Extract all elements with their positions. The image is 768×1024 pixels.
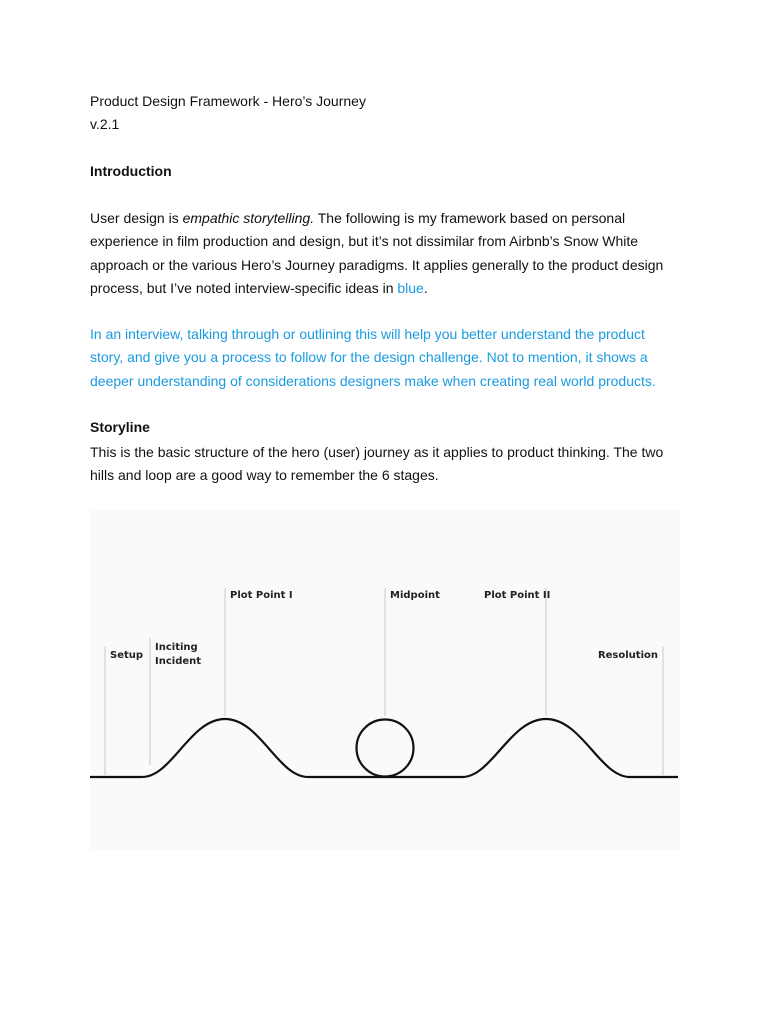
journey-curve xyxy=(90,719,678,777)
inciting-incident-label-line2: Incident xyxy=(155,656,202,667)
heros-journey-diagram xyxy=(90,510,680,850)
storyline-paragraph: This is the basic structure of the hero (user) journey as it applies to product thinking. The two hills and loop are a good way to remember the 6 stages. xyxy=(90,444,664,484)
introduction-heading: Introduction xyxy=(90,163,172,179)
midpoint-loop xyxy=(357,720,414,777)
inciting-incident-label-line1: Inciting xyxy=(155,642,198,653)
document-version: v.2.1 xyxy=(90,116,120,132)
interview-note-paragraph: In an interview, talking through or outlining this will help you better understand the product story, and give you a process to follow for the design challenge. Not to mention, it shows a deeper understanding of considerations designers make when creating real world products. xyxy=(90,326,656,389)
intro-italic-text: empathic storytelling. xyxy=(182,210,315,226)
setup-label: Setup xyxy=(110,650,144,661)
midpoint-label: Midpoint xyxy=(390,590,440,601)
intro-text-end: . xyxy=(423,279,428,296)
intro-text-start: User design is xyxy=(90,210,183,226)
resolution-label: Resolution xyxy=(597,650,658,661)
document-title: Product Design Framework - Hero’s Journey xyxy=(90,93,366,109)
storyline-heading: Storyline xyxy=(90,419,150,435)
intro-blue-word: blue xyxy=(397,279,424,296)
plot-point-2-label: Plot Point II xyxy=(484,590,551,601)
plot-point-1-label: Plot Point I xyxy=(230,590,293,601)
diagram-svg xyxy=(90,510,680,850)
introduction-paragraph xyxy=(90,207,680,300)
intro-text-body: The following is my framework based on personal experience in film production and design, but it’s not dissimilar from Airbnb’s Snow White approach or the various Hero’s Journey paradigms. It applies generally to the product design process, but I’ve noted interview-specific ideas in xyxy=(90,210,664,296)
